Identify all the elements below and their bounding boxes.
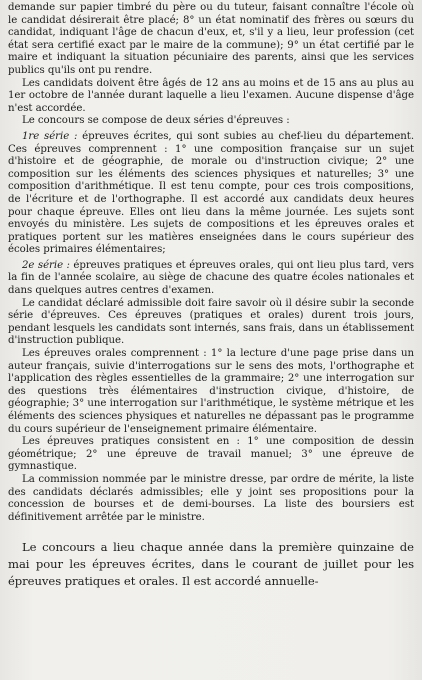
paragraph-oral-exams: Les épreuves orales comprennent : 1° la lecture d'une page prise dans un auteur français, suivie d'interrogations sur le sens des mots, l'orthographe et l'application des règles essentielles de la grammaire; 2° une interrogation sur des questions très élémentaires d'instruction civique, d'histoire, de géographie; 3° une interrogation sur l'arithmétique, le système métrique et les éléments des sciences physiques et naturelles ne dépassant pas le programme du cours supérieur de l'enseignement primaire élémentaire. (8, 348, 414, 435)
paragraph-exam-series-intro: Le concours se compose de deux séries d'épreuves : (22, 115, 290, 127)
paragraph-second-series (8, 260, 414, 298)
paragraph-admissible-candidate: Le candidat déclaré admissible doit faire savoir où il désire subir la seconde série d'épreuves. Ces épreuves (pratiques et orales) durent trois jours, pendant lesquels les candidats sont internés, sans frais, dans un établissement d'instruction publique. (8, 297, 414, 347)
paragraph-practical-exams: Les épreuves pratiques consistent en : 1° une composition de dessin géométrique; 2° une épreuve de travail manuel; 3° une épreuve de gymnastique. (8, 436, 414, 473)
paragraph-first-series (8, 131, 414, 257)
first-series-text: épreuves écrites, qui sont subies au chef-lieu du département. Ces épreuves comprennent : 1° une composition française sur un sujet d'histoire et de géographie, de morale ou d'instruction civique; 2° une composition sur les éléments des sciences physiques et naturelles; 3° une composition d'arithmétique. Il est tenu compte, pour ces trois compositions, de l'écriture et de l'orthographe. Il est accordé aux candidats deux heures pour chaque épreuve. Elles ont lieu dans la même journée. Les sujets sont envoyés du ministère. Les sujets de compositions et les épreuves orales et pratiques portent sur les matières enseignées dans le cours supérieur des écoles primaires élémentaires; (8, 130, 415, 256)
second-series-label: 2e série : (22, 259, 70, 271)
second-series-text: épreuves pratiques et épreuves orales, qui ont lieu plus tard, vers la fin de l'année scolaire, au siège de chacune des quatre écoles nationales et dans quelques autres centres d'examen. (8, 259, 414, 297)
paragraph-required-documents: demande sur papier timbré du père ou du tuteur, faisant connaître l'école où le candidat désirerait être placé; 8° un état nominatif des frères ou sœurs du candidat, indiquant l'âge de chacun d'eux, et, s'il y a lieu, leur profession (cet état sera certifié exact par le maire de la commune); 9° un état certifié par le maire et indiquant la situation pécuniaire des parents, ainsi que les services publics qu'ils ont pu rendre. (8, 2, 414, 76)
paragraph-age-requirements: Les candidats doivent être âgés de 12 ans au moins et de 15 ans au plus au 1er octobre de l'année durant laquelle a lieu l'examen. Aucune dispense d'âge n'est accordée. (8, 77, 414, 114)
first-series-label: 1re série : (22, 130, 78, 142)
paragraph-commission: La commission nommée par le ministre dresse, par ordre de mérite, la liste des candidats déclarés admissibles; elle y joint ses propositions pour la concession de bourses et de demi-bourses. La liste des boursiers est définitivement arrêtée par le ministre. (8, 473, 414, 523)
paragraph-schedule: Le concours a lieu chaque année dans la première quinzaine de mai pour les épreuves écrites, dans le courant de juillet pour les épreuves pratiques et orales. Il est accordé annuelle- (8, 540, 414, 588)
